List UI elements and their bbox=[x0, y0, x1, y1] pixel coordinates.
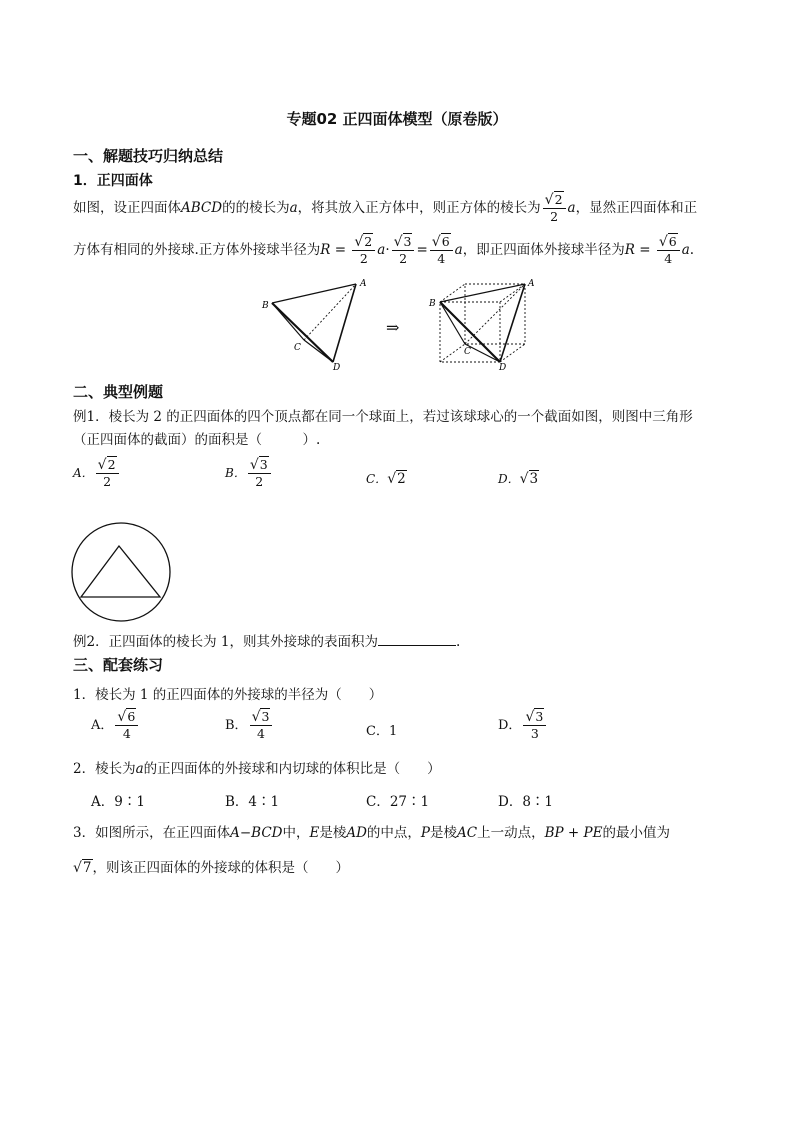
fraction: $\frac{√2}{2}$ bbox=[543, 193, 566, 224]
section-heading-3: 三、配套练习 bbox=[73, 656, 164, 674]
circle-section-figure bbox=[70, 521, 174, 625]
label-a: A bbox=[360, 279, 367, 289]
paragraph-line-2: 方体有相同的外接球.正方体外接球半径为R = $\frac{√2}{2}$ a· $\frac{√3}{2}$ = $\frac{√6}{4}$ a，即正四面体外接球半径为R = $\frac{√6}{4}$ a. bbox=[73, 234, 695, 266]
example-1-line-1: 例1．棱长为 2 的正四面体的四个顶点都在同一个球面上，若过该球球心的一个截面如图，则图中三角形 bbox=[73, 409, 693, 425]
question-3-line-1: 3．如图所示，在正四面体A−BCD中，E是棱AD的中点，P是棱AC上一动点，BP + PE的最小值为 bbox=[73, 825, 670, 841]
ex1-option-c[interactable]: C．√2 bbox=[366, 471, 406, 487]
var-a: a bbox=[289, 199, 298, 216]
ex1-option-d[interactable]: D．√3 bbox=[498, 471, 539, 487]
label-a: A bbox=[528, 279, 535, 289]
example-2: 例2．正四面体的棱长为 1，则其外接球的表面积为 . bbox=[73, 634, 461, 650]
paragraph-line-1: 如图，设正四面体ABCD的的棱长为a，将其放入正方体中，则正方体的棱长为 $\frac{√2}{2}$ a，显然正四面体和正 bbox=[73, 192, 698, 224]
section-heading-1: 一、解题技巧归纳总结 bbox=[73, 147, 224, 165]
text: ，将其放入正方体中，则正方体的棱长为 bbox=[297, 199, 541, 216]
label-c: C bbox=[294, 343, 301, 353]
text: ，显然正四面体和正 bbox=[575, 199, 698, 216]
text: 如图，设正四面体 bbox=[73, 199, 181, 216]
label-c: C bbox=[464, 347, 471, 357]
text: 的的棱长为 bbox=[222, 199, 290, 216]
answer-blank[interactable] bbox=[378, 633, 456, 646]
q1-option-a[interactable]: A． $\frac{√6}{4}$ bbox=[91, 710, 140, 741]
question-2: 2．棱长为a的正四面体的外接球和内切球的体积比是（ ） bbox=[73, 761, 441, 777]
label-b: B bbox=[429, 299, 436, 309]
example-1-line-2: （正四面体的截面）的面积是（ ）. bbox=[73, 432, 321, 448]
var-abcd: ABCD bbox=[181, 199, 223, 216]
question-3-line-2: √7，则该正四面体的外接球的体积是（ ） bbox=[73, 860, 350, 876]
tetrahedron-figure bbox=[258, 278, 373, 373]
ex1-option-a[interactable]: A． $\frac{√2}{2}$ bbox=[73, 458, 121, 489]
label-d: D bbox=[333, 363, 341, 373]
label-d: D bbox=[499, 363, 507, 373]
section-heading-2: 二、典型例题 bbox=[73, 383, 164, 401]
page-title: 专题02 正四面体模型（原卷版） bbox=[286, 110, 508, 128]
cube-tetrahedron-figure bbox=[425, 278, 545, 373]
question-1: 1．棱长为 1 的正四面体的外接球的半径为（ ） bbox=[73, 687, 383, 703]
text: 方体有相同的外接球.正方体外接球半径为 bbox=[73, 241, 321, 258]
q2-option-b[interactable]: B．4∶1 bbox=[225, 794, 280, 810]
q2-option-a[interactable]: A．9∶1 bbox=[91, 794, 145, 810]
subsection-heading: 1．正四面体 bbox=[73, 173, 153, 189]
label-b: B bbox=[262, 301, 269, 311]
ex1-option-b[interactable]: B． $\frac{√3}{2}$ bbox=[225, 458, 273, 489]
q2-option-d[interactable]: D．8∶1 bbox=[498, 794, 554, 810]
q2-option-c[interactable]: C．27∶1 bbox=[366, 794, 430, 810]
arrow-symbol: ⇒ bbox=[386, 318, 400, 337]
q1-option-c[interactable]: C．1 bbox=[366, 724, 398, 739]
q1-option-d[interactable]: D． $\frac{√3}{3}$ bbox=[498, 710, 548, 741]
q1-option-b[interactable]: B． $\frac{√3}{4}$ bbox=[225, 710, 274, 741]
